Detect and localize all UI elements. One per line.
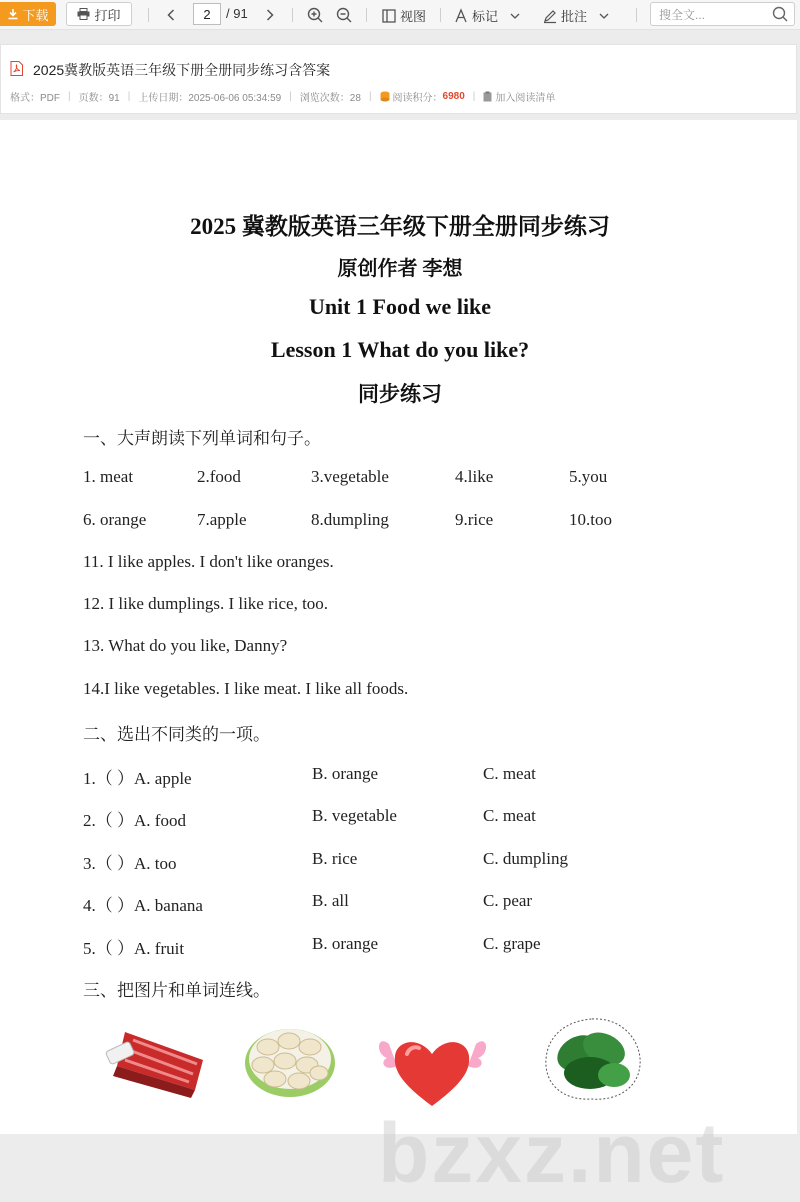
doc-lesson-title: Lesson 1 What do you like? [270, 337, 530, 362]
question-option-b: B. orange [312, 764, 379, 783]
sentence-item: 13. What do you like, Danny? [83, 636, 288, 655]
zoom-in-icon [307, 7, 323, 23]
search-input[interactable] [650, 2, 795, 26]
meta-divider: | [289, 91, 292, 102]
page-number-input[interactable]: 2 [193, 3, 221, 25]
zoom-out-icon [336, 7, 352, 23]
meta-format: 格式：PDF [10, 93, 60, 104]
spinach-picture [540, 1015, 645, 1103]
question-option-a: 2.（ ）A. food [83, 811, 186, 830]
word-item: 8.dumpling [311, 510, 389, 529]
question-option-b: B. all [312, 891, 349, 910]
sentence-item: 12. I like dumplings. I like rice, too. [83, 594, 329, 613]
meta-pages: 页数：91 [78, 93, 120, 104]
question-option-a: 1.（ ）A. apple [83, 769, 192, 788]
question-option-a: 5.（ ）A. fruit [83, 939, 185, 958]
chevron-down-icon [510, 12, 520, 20]
section-heading: 三、把图片和单词连线。 [83, 981, 270, 1000]
prev-page-button[interactable] [164, 4, 178, 26]
meat-picture [103, 1020, 213, 1098]
word-item: 9.rice [455, 510, 494, 529]
printer-icon [77, 8, 90, 20]
document-meta [10, 89, 555, 104]
meta-views: 浏览次数：28 [299, 93, 361, 104]
section-heading: 二、选出不同类的一项。 [83, 725, 270, 744]
word-item: 4.like [455, 467, 494, 486]
document-page [0, 120, 797, 1200]
meta-divider: | [472, 91, 476, 102]
question-option-c: C. dumpling [483, 849, 569, 868]
toolbar-divider [366, 8, 367, 22]
heart-with-wings-picture [375, 1028, 490, 1108]
watermark: bzxz.net [378, 1106, 726, 1200]
word-item: 2.food [197, 467, 241, 486]
question-option-b: B. orange [312, 934, 379, 953]
chevron-left-icon [167, 9, 175, 21]
question-option-c: C. pear [483, 891, 533, 910]
meta-divider: | [368, 91, 372, 102]
word-item: 7.apple [197, 510, 247, 529]
meta-upload-date: 上传日期：2025-06-06 05:34:59 [138, 93, 282, 104]
doc-author: 原创作者 李想 [337, 258, 463, 280]
word-item: 5.you [569, 467, 608, 486]
meta-divider: | [127, 91, 131, 102]
section-heading: 一、大声朗读下列单词和句子。 [83, 429, 321, 448]
print-button[interactable] [66, 2, 132, 26]
search-placeholder: 搜全文... [659, 7, 706, 22]
toolbar-divider [292, 8, 293, 22]
dumplings-picture [243, 1015, 338, 1100]
meta-points-value: 6980 [442, 91, 465, 102]
mark-label: 标记 [472, 9, 499, 24]
view-button[interactable] [382, 6, 426, 25]
question-option-c: C. meat [483, 806, 536, 825]
annotate-button[interactable] [543, 6, 609, 25]
question-option-c: C. grape [483, 934, 541, 953]
meta-points-label: 阅读积分： [392, 93, 443, 104]
zoom-in-button[interactable] [306, 4, 324, 26]
download-label: 下载 [22, 7, 49, 23]
question-option-a: 4.（ ）A. banana [83, 896, 203, 915]
meta-divider: | [68, 91, 71, 102]
toolbar-divider [440, 8, 441, 22]
document-title: 2025冀教版英语三年级下册全册同步练习含答案 [33, 62, 331, 78]
print-label: 打印 [94, 7, 121, 23]
pdf-file-icon [10, 61, 23, 76]
add-reading-list-button[interactable] [483, 89, 555, 104]
page-total: / 91 [226, 6, 248, 21]
view-label: 视图 [400, 9, 427, 24]
chevron-down-icon [599, 12, 609, 20]
word-item: 1. meat [83, 467, 134, 486]
chevron-right-icon [266, 9, 274, 21]
toolbar [0, 0, 800, 30]
question-option-a: 3.（ ）A. too [83, 854, 177, 873]
download-button[interactable] [0, 2, 56, 26]
sentence-item: 11. I like apples. I don't like oranges. [83, 552, 334, 571]
question-option-b: B. rice [312, 849, 358, 868]
doc-main-title: 2025 冀教版英语三年级下册全册同步练习 [190, 214, 610, 239]
document-info-bar [0, 44, 797, 114]
doc-unit-title: Unit 1 Food we like [308, 294, 492, 319]
toolbar-divider [148, 8, 149, 22]
add-reading-list-label: 加入阅读清单 [495, 93, 556, 104]
download-icon [7, 8, 19, 20]
search-icon[interactable] [772, 6, 788, 22]
text-mark-icon [454, 9, 468, 23]
pen-icon [543, 9, 557, 23]
toolbar-divider [636, 8, 637, 22]
coins-icon [380, 91, 390, 102]
annotate-label: 批注 [561, 9, 588, 24]
next-page-button[interactable] [263, 4, 277, 26]
clipboard-icon [483, 91, 492, 102]
question-option-b: B. vegetable [312, 806, 397, 825]
sentence-item: 14.I like vegetables. I like meat. I like all foods. [83, 679, 409, 698]
word-item: 6. orange [83, 510, 147, 529]
mark-button[interactable] [454, 6, 520, 25]
view-icon [382, 9, 396, 23]
question-option-c: C. meat [483, 764, 536, 783]
zoom-out-button[interactable] [335, 4, 353, 26]
word-item: 10.too [569, 510, 612, 529]
word-item: 3.vegetable [311, 467, 389, 486]
doc-subtitle: 同步练习 [358, 382, 442, 406]
